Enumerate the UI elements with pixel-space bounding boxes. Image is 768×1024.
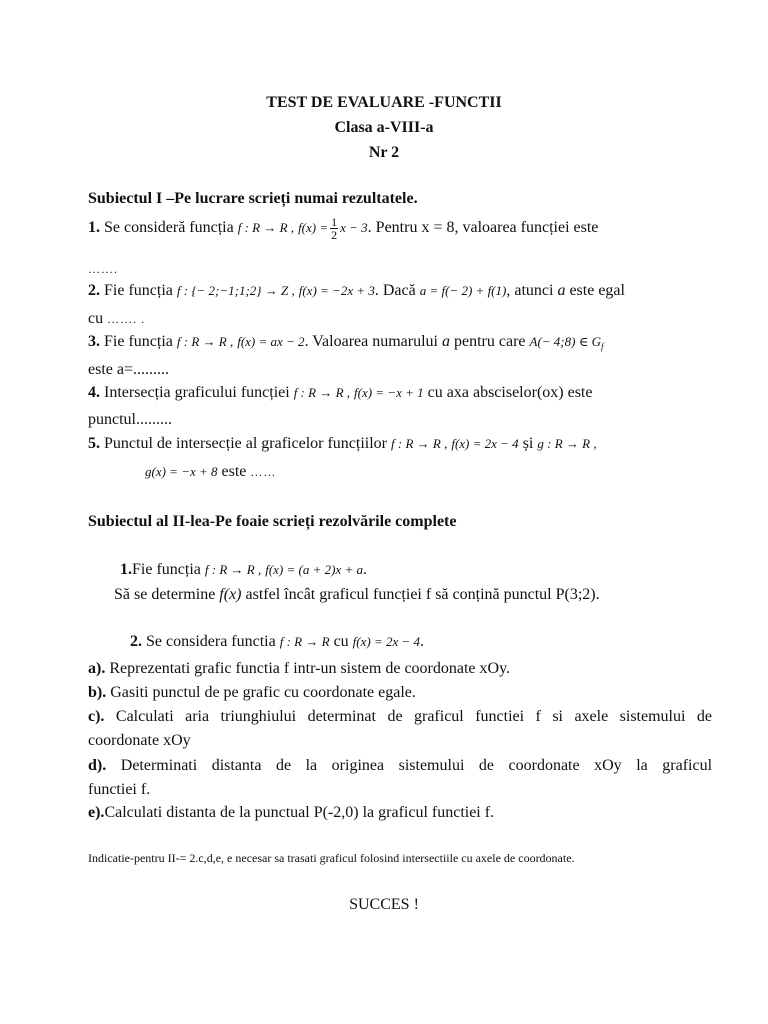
class-label: Clasa a-VIII-a	[334, 119, 434, 136]
question-2-text-3: , atunci	[506, 282, 554, 299]
question-5-text-3: este	[221, 463, 247, 480]
question-4-formula: f(x) = −x + 1	[354, 385, 424, 400]
item-b-label: b).	[88, 684, 107, 701]
question-3-formula: f(x) = ax − 2	[237, 334, 305, 349]
problem-2-item-a	[88, 660, 510, 678]
problem-2-number: 2.	[130, 633, 142, 650]
problem-1-text-3: Să se determine	[114, 586, 216, 603]
question-3-answer-line: este a=.........	[88, 361, 169, 378]
question-4-function-domain: f : R → R ,	[293, 385, 351, 400]
question-5-text-2: și	[522, 435, 534, 452]
question-4-text-2: cu axa absciselor(ox) este	[427, 384, 593, 401]
question-2-number: 2.	[88, 282, 100, 299]
question-5-number: 5.	[88, 435, 100, 452]
question-3	[88, 333, 604, 352]
question-2	[88, 282, 625, 300]
question-2-text-2: . Dacă	[374, 282, 416, 299]
question-1-text-2: . Pentru x = 8, valoarea funcției este	[367, 219, 599, 237]
question-2-text-5: cu	[88, 310, 104, 327]
problem-1-function-domain: f : R → R ,	[204, 562, 262, 577]
problem-2-text: Se considera functia	[146, 633, 276, 650]
problem-2-item-b	[88, 684, 416, 702]
document-title: TEST DE EVALUARE -FUNCTII	[266, 94, 502, 111]
fraction-denominator: 2	[331, 228, 338, 242]
question-4-text: Intersecția graficului funcției	[104, 384, 290, 401]
question-3-subscript: f	[600, 341, 604, 352]
question-2-expression: a = f(− 2) + f(1)	[419, 283, 507, 298]
test-number: Nr 2	[368, 144, 400, 161]
problem-2-item-d	[88, 757, 712, 775]
item-c-continuation: coordonate xOy	[88, 732, 191, 749]
item-d-label: d).	[88, 757, 107, 774]
question-1-function-domain: f : R → R ,	[237, 220, 295, 236]
problem-2-item-c	[88, 708, 712, 726]
question-5	[88, 435, 597, 453]
question-1-formula-left: f(x) =	[298, 220, 329, 236]
problem-1-formula: f(x) = (a + 2)x + a	[265, 562, 363, 577]
question-3-number: 3.	[88, 333, 100, 350]
problem-1-text-4: astfel încât graficul funcției f să conțină punctul P(3;2).	[245, 586, 600, 603]
section-2-heading: Subiectul al II-lea-Pe foaie scrieți rezolvările complete	[88, 513, 457, 530]
question-1	[88, 216, 598, 241]
question-3-text: Fie funcția	[104, 333, 173, 350]
section-1-heading: Subiectul I –Pe lucrare scrieți numai rezultatele.	[88, 190, 418, 207]
fraction-numerator: 1	[331, 215, 338, 229]
problem-1-text: Fie funcția	[132, 561, 201, 578]
question-4	[88, 384, 592, 402]
problem-1-function-ref: f(x)	[219, 586, 242, 603]
item-d-text: Determinati distanta de la originea sistemului de coordonate xOy la graficul	[120, 757, 713, 774]
problem-2-item-e	[88, 804, 494, 822]
problem-1	[120, 561, 367, 579]
item-e-text: Calculati distanta de la punctual P(-2,0) la graficul functiei f.	[104, 804, 495, 821]
problem-1-text-2: .	[363, 561, 367, 578]
item-d-continuation: functiei f.	[88, 781, 151, 798]
question-2-continuation	[88, 310, 145, 328]
question-5-formula-f: f(x) = 2x − 4	[451, 436, 519, 451]
question-5-continuation	[145, 463, 276, 481]
question-1-formula-right: x − 3	[340, 220, 368, 236]
question-2-formula: f(x) = −2x + 3	[298, 283, 375, 298]
problem-2-function-domain: f : R → R	[279, 634, 330, 649]
indication-note: Indicatie-pentru II-= 2.c,d,e, e necesar sa trasati graficul folosind intersectiile cu axele de coordonate.	[88, 851, 575, 865]
question-5-function-f-domain: f : R → R ,	[391, 436, 448, 451]
question-1-blank: …….	[88, 262, 118, 276]
item-a-text: Reprezentati grafic functia f intr-un sistem de coordonate xOy.	[109, 660, 511, 677]
item-c-label: c).	[88, 708, 105, 725]
question-3-point	[529, 334, 604, 352]
question-5-function-g-domain: g : R → R ,	[537, 436, 597, 451]
question-4-answer-line: punctul.........	[88, 411, 172, 428]
question-2-variable: a	[557, 282, 566, 299]
item-a-label: a).	[88, 660, 106, 677]
item-c-text: Calculati aria triunghiului determinat de graficul functiei f si axele sistemului de	[115, 708, 713, 725]
question-2-blank: ……. .	[107, 312, 146, 326]
problem-2	[130, 633, 424, 651]
question-3-text-3: pentru care	[454, 333, 526, 350]
fraction	[330, 216, 338, 241]
item-b-text: Gasiti punctul de pe grafic cu coordonate egale.	[110, 684, 416, 701]
problem-2-text-2: cu	[333, 633, 349, 650]
problem-1-requirement	[114, 586, 600, 604]
question-3-point-expression: A(− 4;8) ∈ G	[529, 334, 601, 349]
closing-message: SUCCES !	[349, 896, 419, 913]
question-1-text: Se consideră funcția	[104, 219, 234, 237]
problem-2-formula: f(x) = 2x − 4	[352, 634, 421, 649]
question-3-variable: a	[442, 333, 450, 350]
question-5-blank: ……	[250, 465, 277, 479]
question-5-formula-g: g(x) = −x + 8	[145, 464, 218, 479]
question-2-function-domain: f : {− 2;−1;1;2} → Z ,	[176, 283, 295, 298]
question-4-number: 4.	[88, 384, 100, 401]
item-e-label: e).	[88, 804, 105, 821]
question-2-text-4: este egal	[569, 282, 625, 299]
question-3-function-domain: f : R → R ,	[176, 334, 234, 349]
problem-1-number: 1.	[120, 561, 132, 578]
question-2-text: Fie funcția	[104, 282, 173, 299]
question-3-text-2: . Valoarea numarului	[304, 333, 438, 350]
question-5-text: Punctul de intersecție al graficelor funcțiilor	[104, 435, 387, 452]
question-1-number: 1.	[88, 219, 100, 237]
problem-2-text-3: .	[420, 633, 425, 650]
